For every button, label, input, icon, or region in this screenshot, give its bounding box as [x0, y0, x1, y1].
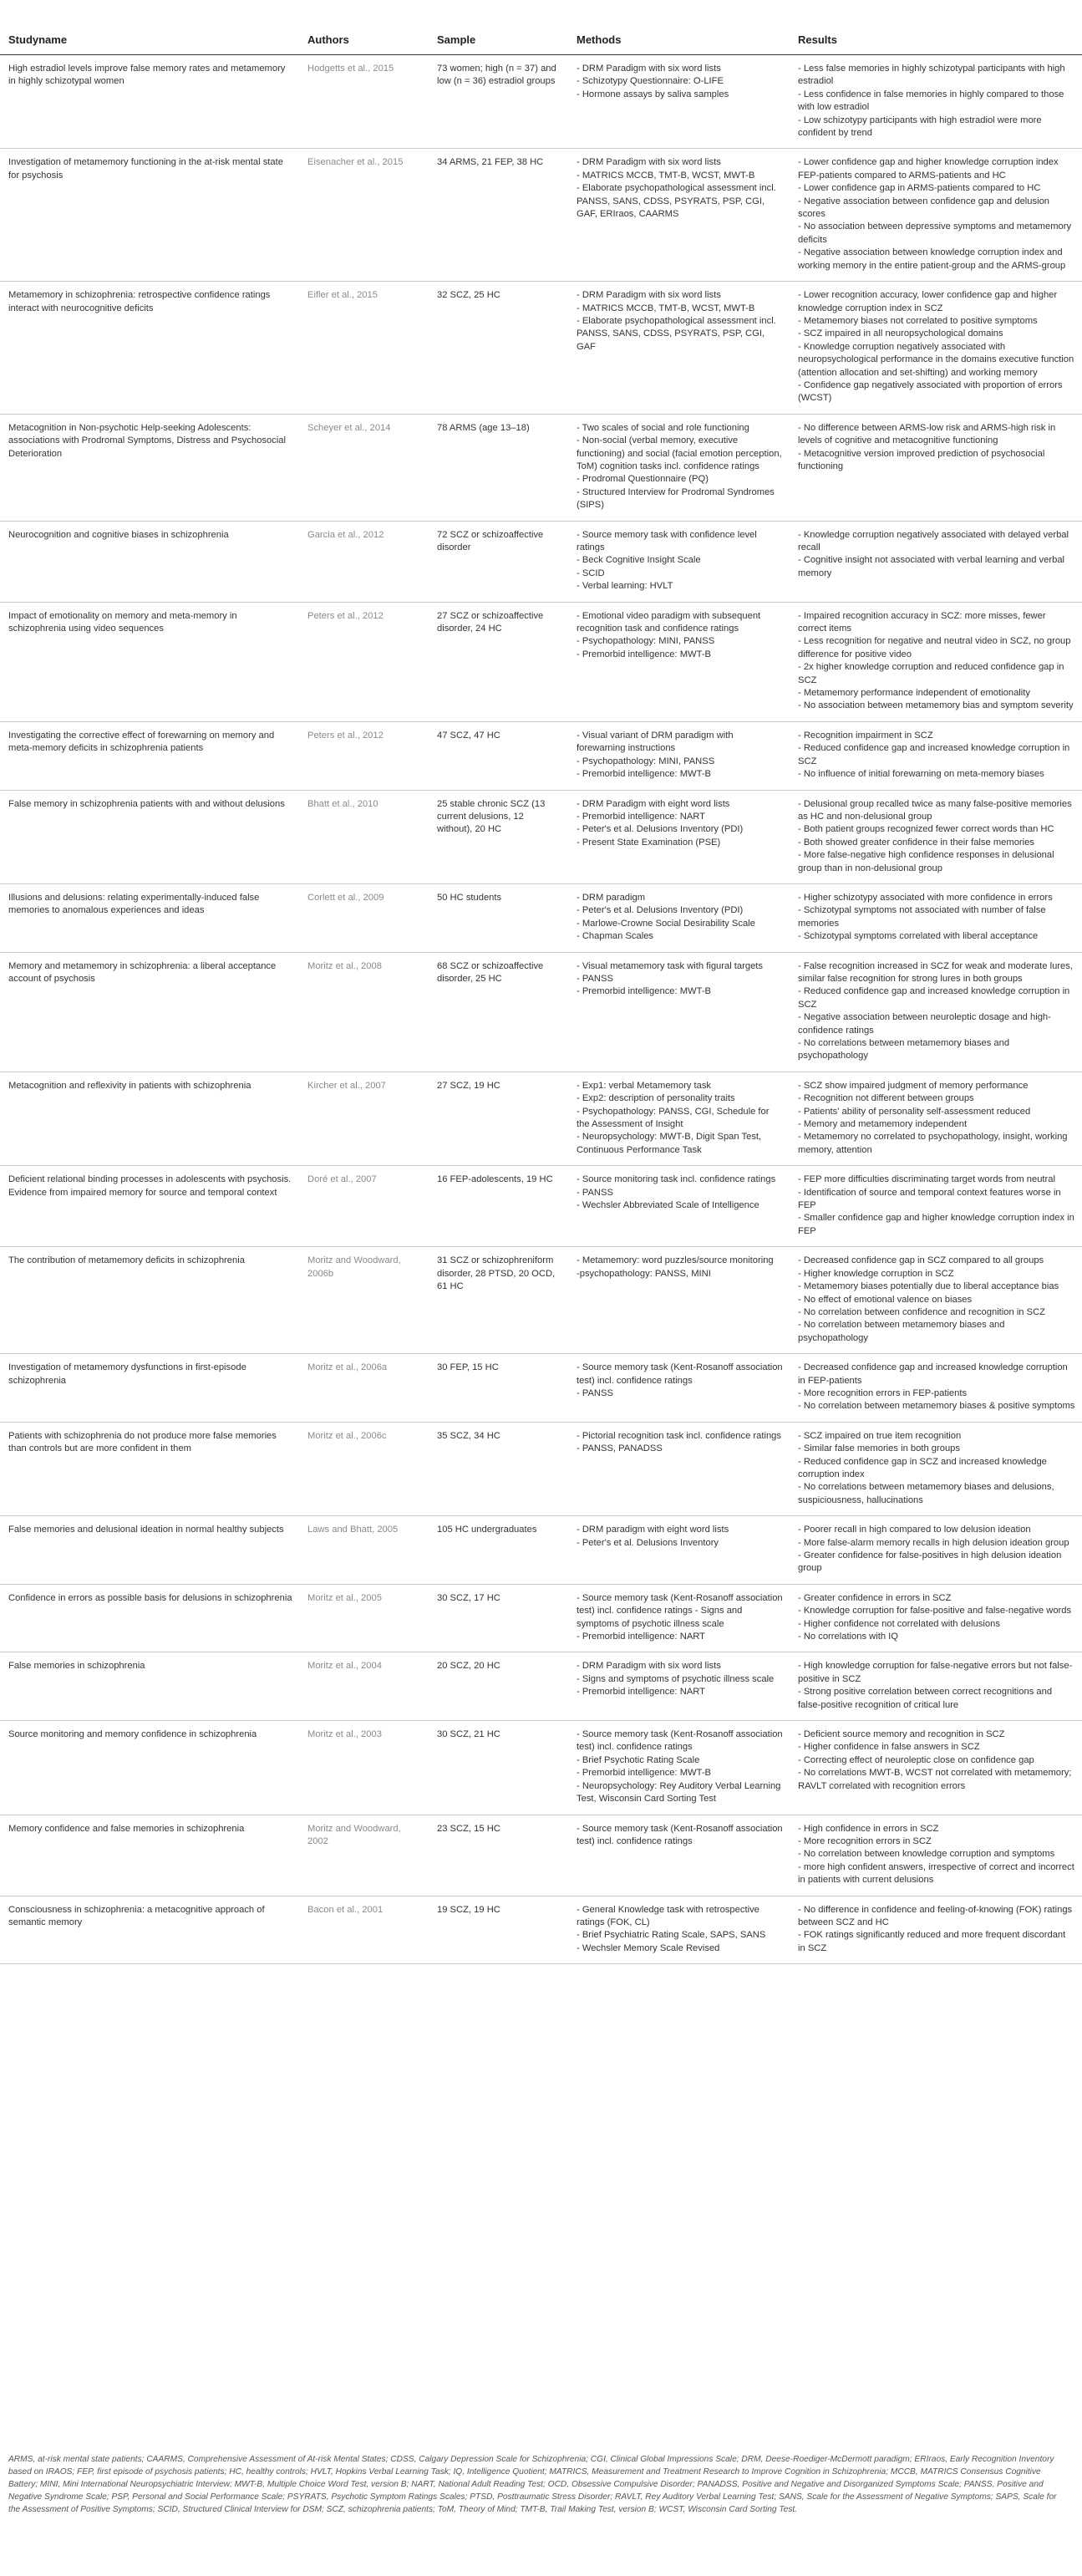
table-row — [0, 602, 1082, 721]
table-row — [0, 721, 1082, 790]
result-item: - Less confidence in false memories in highly compared to those with low estradiol — [798, 89, 1064, 113]
header-sample: Sample — [429, 27, 568, 55]
cell-studyname: Investigation of metamemory functioning in the at-risk mental state for psychosis — [0, 149, 299, 282]
cell-studyname: Neurocognition and cognitive biases in schizophrenia — [0, 521, 299, 602]
cell-methods — [568, 1072, 790, 1165]
method-item: -psychopathology: PANSS, MINI — [577, 1268, 711, 1279]
method-item: - Brief Psychotic Rating Scale — [577, 1754, 700, 1765]
table-row — [0, 1072, 1082, 1165]
method-item: - Prodromal Questionnaire (PQ) — [577, 474, 709, 485]
cell-sample: 105 HC undergraduates — [429, 1516, 568, 1585]
method-item: - Source monitoring task incl. confidence ratings — [577, 1174, 776, 1185]
method-item: - Chapman Scales — [577, 931, 654, 942]
result-item: - High confidence in errors in SCZ — [798, 1823, 939, 1834]
method-item: - Premorbid intelligence: MWT-B — [577, 649, 712, 659]
method-item: - Schizotypy Questionnaire: O-LIFE — [577, 76, 724, 87]
cell-sample: 32 SCZ, 25 HC — [429, 282, 568, 415]
result-item: - Reduced confidence gap and increased knowledge corruption in SCZ — [798, 986, 1070, 1010]
cell-authors: Kircher et al., 2007 — [299, 1072, 429, 1165]
method-item: - Signs and symptoms of psychotic illness scale — [577, 1673, 775, 1684]
result-item: - No correlations between metamemory biases and psychopathology — [798, 1038, 1010, 1061]
result-item: - No effect of emotional valence on biases — [798, 1294, 973, 1305]
result-item: - Impaired recognition accuracy in SCZ: more misses, fewer correct items — [798, 610, 1046, 634]
cell-methods — [568, 602, 790, 721]
result-item: - More recognition errors in FEP-patients — [798, 1387, 968, 1398]
cell-studyname: False memories and delusional ideation in normal healthy subjects — [0, 1516, 299, 1585]
method-item: - Peter's et al. Delusions Inventory — [577, 1537, 719, 1548]
cell-methods — [568, 414, 790, 521]
cell-studyname: Metacognition and reflexivity in patients with schizophrenia — [0, 1072, 299, 1165]
cell-studyname: High estradiol levels improve false memory rates and metamemory in highly schizotypal women — [0, 55, 299, 149]
cell-authors: Eisenacher et al., 2015 — [299, 149, 429, 282]
cell-results — [790, 1896, 1082, 1964]
method-item: - Premorbid intelligence: MWT-B — [577, 986, 712, 997]
method-item: - Peter's et al. Delusions Inventory (PDI) — [577, 905, 744, 916]
table-row — [0, 1354, 1082, 1423]
result-item: - Metamemory performance independent of emotionality — [798, 688, 1030, 699]
method-item: - Psychopathology: PANSS, CGI, Schedule for the Assessment of Insight — [577, 1106, 770, 1130]
cell-studyname: Memory confidence and false memories in schizophrenia — [0, 1815, 299, 1896]
table-row — [0, 1166, 1082, 1247]
method-item: - MATRICS MCCB, TMT-B, WCST, MWT-B — [577, 170, 755, 181]
table-row — [0, 790, 1082, 883]
method-item: - Premorbid intelligence: MWT-B — [577, 1768, 712, 1779]
table-row — [0, 55, 1082, 149]
method-item: - PANSS — [577, 1387, 613, 1398]
cell-studyname: Investigation of metamemory dysfunctions in first-episode schizophrenia — [0, 1354, 299, 1423]
cell-sample: 16 FEP-adolescents, 19 HC — [429, 1166, 568, 1247]
table-row — [0, 952, 1082, 1072]
cell-studyname: Impact of emotionality on memory and meta-memory in schizophrenia using video sequences — [0, 602, 299, 721]
method-item: - Source memory task (Kent-Rosanoff association test) incl. confidence ratings — [577, 1729, 783, 1753]
method-item: - Premorbid intelligence: MWT-B — [577, 769, 712, 780]
method-item: - Visual variant of DRM paradigm with forewarning instructions — [577, 730, 734, 754]
cell-authors: Moritz et al., 2006c — [299, 1422, 429, 1515]
method-item: - Neuropsychology: MWT-B, Digit Span Test, Continuous Performance Task — [577, 1132, 762, 1155]
result-item: - Reduced confidence gap in SCZ and increased knowledge corruption index — [798, 1456, 1047, 1479]
cell-studyname: False memories in schizophrenia — [0, 1652, 299, 1721]
cell-sample: 30 FEP, 15 HC — [429, 1354, 568, 1423]
result-item: - No difference between ARMS-low risk and ARMS-high risk in levels of cognitive and metacognitive functioning — [798, 422, 1056, 446]
cell-methods — [568, 1584, 790, 1652]
method-item: - Structured Interview for Prodromal Syndromes (SIPS) — [577, 486, 775, 511]
cell-results — [790, 1584, 1082, 1652]
result-item: - Both patient groups recognized fewer correct words than HC — [798, 824, 1054, 835]
result-item: - Similar false memories in both groups — [798, 1443, 960, 1454]
result-item: - No influence of initial forewarning on meta-memory biases — [798, 769, 1044, 780]
result-item: - Less recognition for negative and neutral video in SCZ, no group difference for positive video — [798, 636, 1071, 659]
cell-sample: 50 HC students — [429, 883, 568, 952]
method-item: - Wechsler Abbreviated Scale of Intelligence — [577, 1200, 759, 1211]
cell-authors: Moritz and Woodward, 2006b — [299, 1247, 429, 1354]
cell-methods — [568, 282, 790, 415]
cell-studyname: Metacognition in Non-psychotic Help-seeking Adolescents: associations with Prodromal Symptoms, Distress and Psychosocial Deterioration — [0, 414, 299, 521]
method-item: - DRM Paradigm with six word lists — [577, 157, 721, 168]
cell-studyname: The contribution of metamemory deficits in schizophrenia — [0, 1247, 299, 1354]
cell-methods — [568, 721, 790, 790]
table-row — [0, 1247, 1082, 1354]
cell-methods — [568, 1166, 790, 1247]
result-item: - No correlation between metamemory biases and psychopathology — [798, 1320, 1005, 1343]
cell-methods — [568, 1422, 790, 1515]
method-item: - Emotional video paradigm with subsequent recognition task and confidence ratings — [577, 610, 761, 634]
result-item: - False recognition increased in SCZ for weak and moderate lures, similar false recognition for strong lures in both groups — [798, 960, 1073, 984]
cell-results — [790, 1652, 1082, 1721]
result-item: - Negative association between confidence gap and delusion scores — [798, 196, 1050, 220]
result-item: - Cognitive insight not associated with verbal learning and verbal memory — [798, 555, 1065, 578]
result-item: - Recognition not different between groups — [798, 1093, 974, 1104]
cell-results — [790, 1354, 1082, 1423]
cell-sample: 72 SCZ or schizoaffective disorder — [429, 521, 568, 602]
cell-results — [790, 414, 1082, 521]
table-row — [0, 1896, 1082, 1964]
cell-methods — [568, 1354, 790, 1423]
result-item: - No correlations between metamemory biases and delusions, suspiciousness, hallucinations — [798, 1482, 1054, 1505]
table-body — [0, 55, 1082, 1964]
result-item: - High knowledge corruption for false-negative errors but not false-positive in SCZ — [798, 1661, 1073, 1684]
method-item: - Brief Psychiatric Rating Scale, SAPS, SANS — [577, 1930, 766, 1941]
cell-results — [790, 952, 1082, 1072]
cell-results — [790, 1422, 1082, 1515]
method-item: - Elaborate psychopathological assessment incl. PANSS, SANS, CDSS, PSYRATS, PSP, CGI, GAF — [577, 315, 776, 352]
cell-studyname: Investigating the corrective effect of forewarning on memory and meta-memory deficits in schizophrenia patients — [0, 721, 299, 790]
method-item: - DRM Paradigm with eight word lists — [577, 798, 730, 809]
cell-authors: Peters et al., 2012 — [299, 721, 429, 790]
method-item: - Premorbid intelligence: NART — [577, 1687, 705, 1698]
cell-methods — [568, 521, 790, 602]
result-item: - Patients' ability of personality self-assessment reduced — [798, 1106, 1031, 1117]
result-item: - FEP more difficulties discriminating target words from neutral — [798, 1174, 1055, 1185]
result-item: - No correlations with IQ — [798, 1632, 898, 1642]
cell-studyname: Deficient relational binding processes in adolescents with psychosis. Evidence from impaired memory for source and temporal context — [0, 1166, 299, 1247]
method-item: - Peter's et al. Delusions Inventory (PDI) — [577, 824, 744, 835]
cell-sample: 30 SCZ, 21 HC — [429, 1721, 568, 1815]
cell-studyname: Patients with schizophrenia do not produce more false memories than controls but are more confident in them — [0, 1422, 299, 1515]
cell-methods — [568, 1516, 790, 1585]
result-item: - Decreased confidence gap and increased knowledge corruption in FEP-patients — [798, 1362, 1068, 1386]
result-item: - Greater confidence in errors in SCZ — [798, 1592, 952, 1603]
result-item: - Delusional group recalled twice as many false-positive memories as HC and non-delusional group — [798, 798, 1072, 822]
result-item: - Decreased confidence gap in SCZ compared to all groups — [798, 1255, 1044, 1266]
result-item: - No correlation between confidence and recognition in SCZ — [798, 1306, 1046, 1317]
result-item: - Metacognitive version improved prediction of psychosocial functioning — [798, 448, 1045, 471]
table-row — [0, 1422, 1082, 1515]
table-row — [0, 414, 1082, 521]
cell-authors: Moritz and Woodward, 2002 — [299, 1815, 429, 1896]
table-row — [0, 883, 1082, 952]
cell-authors: Moritz et al., 2006a — [299, 1354, 429, 1423]
cell-authors: Bacon et al., 2001 — [299, 1896, 429, 1964]
result-item: - SCZ show impaired judgment of memory performance — [798, 1080, 1029, 1091]
result-item: - Knowledge corruption negatively associated with delayed verbal recall — [798, 529, 1069, 552]
method-item: - Visual metamemory task with figural targets — [577, 960, 764, 971]
result-item: - more high confident answers, irrespective of correct and incorrect in patients with current delusions — [798, 1861, 1074, 1886]
result-item: - Reduced confidence gap and increased knowledge corruption in SCZ — [798, 743, 1070, 766]
cell-authors: Eifler et al., 2015 — [299, 282, 429, 415]
cell-methods — [568, 1652, 790, 1721]
result-item: - Low schizotypy participants with high estradiol were more confident by trend — [798, 115, 1042, 139]
cell-sample: 78 ARMS (age 13–18) — [429, 414, 568, 521]
result-item: - No difference in confidence and feeling-of-knowing (FOK) ratings between SCZ and HC — [798, 1904, 1073, 1927]
cell-authors: Bhatt et al., 2010 — [299, 790, 429, 883]
cell-studyname: Consciousness in schizophrenia: a metacognitive approach of semantic memory — [0, 1896, 299, 1964]
cell-authors: Moritz et al., 2005 — [299, 1584, 429, 1652]
header-studyname: Studyname — [0, 27, 299, 55]
result-item: - Knowledge corruption for false-positive and false-negative words — [798, 1606, 1072, 1616]
cell-studyname: Source monitoring and memory confidence in schizophrenia — [0, 1721, 299, 1815]
result-item: - Less false memories in highly schizotypal participants with high estradiol — [798, 64, 1065, 87]
cell-sample: 30 SCZ, 17 HC — [429, 1584, 568, 1652]
cell-methods — [568, 790, 790, 883]
result-item: - Higher knowledge corruption in SCZ — [798, 1268, 954, 1279]
method-item: - Source memory task with confidence level ratings — [577, 529, 757, 552]
method-item: - SCID — [577, 568, 605, 578]
method-item: - Wechsler Memory Scale Revised — [577, 1942, 720, 1953]
method-item: - Source memory task (Kent-Rosanoff association test) incl. confidence ratings — [577, 1823, 783, 1846]
result-item: - Lower confidence gap in ARMS-patients compared to HC — [798, 183, 1041, 194]
method-item: - Pictorial recognition task incl. confidence ratings — [577, 1430, 781, 1441]
cell-authors: Hodgetts et al., 2015 — [299, 55, 429, 149]
result-item: - No correlation between knowledge corruption and symptoms — [798, 1849, 1055, 1860]
cell-sample: 68 SCZ or schizoaffective disorder, 25 HC — [429, 952, 568, 1072]
cell-results — [790, 883, 1082, 952]
result-item: - Recognition impairment in SCZ — [798, 730, 933, 741]
cell-results — [790, 55, 1082, 149]
result-item: - Memory and metamemory independent — [798, 1119, 968, 1130]
header-methods: Methods — [568, 27, 790, 55]
result-item: - 2x higher knowledge corruption and reduced confidence gap in SCZ — [798, 662, 1064, 685]
method-item: - PANSS — [577, 1187, 613, 1198]
cell-studyname: Confidence in errors as possible basis for delusions in schizophrenia — [0, 1584, 299, 1652]
cell-results — [790, 521, 1082, 602]
cell-results — [790, 1247, 1082, 1354]
result-item: - Schizotypal symptoms not associated with number of false memories — [798, 905, 1046, 929]
cell-studyname: Illusions and delusions: relating experimentally-induced false memories to anomalous experiences and ideas — [0, 883, 299, 952]
result-item: - Lower recognition accuracy, lower confidence gap and higher knowledge corruption index in SCZ — [798, 290, 1058, 313]
cell-sample: 25 stable chronic SCZ (13 current delusions, 12 without), 20 HC — [429, 790, 568, 883]
cell-sample: 27 SCZ or schizoaffective disorder, 24 HC — [429, 602, 568, 721]
cell-sample: 20 SCZ, 20 HC — [429, 1652, 568, 1721]
cell-studyname: False memory in schizophrenia patients with and without delusions — [0, 790, 299, 883]
cell-authors: Garcia et al., 2012 — [299, 521, 429, 602]
method-item: - DRM Paradigm with six word lists — [577, 64, 721, 74]
header-row — [0, 27, 1082, 55]
cell-methods — [568, 1896, 790, 1964]
result-item: - Higher schizotypy associated with more confidence in errors — [798, 892, 1053, 903]
result-item: - Metamemory no correlated to psychopathology, insight, working memory, attention — [798, 1132, 1068, 1155]
result-item: - SCZ impaired on true item recognition — [798, 1430, 962, 1441]
method-item: - DRM paradigm with eight word lists — [577, 1525, 729, 1535]
method-item: - Non-social (verbal memory, executive functioning) and social (facial emotion perception, ToM) cognition tasks incl. confidence ratings — [577, 435, 782, 471]
table-header — [0, 27, 1082, 55]
cell-authors: Scheyer et al., 2014 — [299, 414, 429, 521]
table-row — [0, 149, 1082, 282]
table-row — [0, 1652, 1082, 1721]
cell-authors: Doré et al., 2007 — [299, 1166, 429, 1247]
result-item: - Both showed greater confidence in their false memories — [798, 837, 1034, 848]
cell-methods — [568, 149, 790, 282]
studies-table — [0, 27, 1082, 1964]
method-item: - Psychopathology: MINI, PANSS — [577, 756, 715, 766]
method-item: - Verbal learning: HVLT — [577, 581, 673, 592]
result-item: - Negative association between knowledge corruption index and working memory in the entire patient-group and the ARMS-group — [798, 247, 1066, 271]
method-item: - DRM Paradigm with six word lists — [577, 1661, 721, 1672]
table-row — [0, 1584, 1082, 1652]
cell-sample: 35 SCZ, 34 HC — [429, 1422, 568, 1515]
method-item: - General Knowledge task with retrospective ratings (FOK, CL) — [577, 1904, 759, 1927]
method-item: - Two scales of social and role functioning — [577, 422, 749, 433]
cell-sample: 23 SCZ, 15 HC — [429, 1815, 568, 1896]
result-item: - Smaller confidence gap and higher knowledge corruption index in FEP — [798, 1213, 1074, 1236]
cell-sample: 73 women; high (n = 37) and low (n = 36) estradiol groups — [429, 55, 568, 149]
method-item: - Beck Cognitive Insight Scale — [577, 555, 701, 566]
table-row — [0, 521, 1082, 602]
cell-authors: Moritz et al., 2008 — [299, 952, 429, 1072]
cell-methods — [568, 1815, 790, 1896]
cell-results — [790, 282, 1082, 415]
result-item: - More recognition errors in SCZ — [798, 1835, 932, 1846]
result-item: - Greater confidence for false-positives in high delusion ideation group — [798, 1550, 1062, 1574]
cell-methods — [568, 883, 790, 952]
result-item: - Identification of source and temporal context features worse in FEP — [798, 1187, 1061, 1211]
cell-results — [790, 149, 1082, 282]
result-item: - Poorer recall in high compared to low delusion ideation — [798, 1525, 1031, 1535]
table-row — [0, 282, 1082, 415]
result-item: - Metamemory biases not correlated to positive symptoms — [798, 315, 1038, 326]
method-item: - MATRICS MCCB, TMT-B, WCST, MWT-B — [577, 303, 755, 313]
cell-sample: 19 SCZ, 19 HC — [429, 1896, 568, 1964]
cell-methods — [568, 1247, 790, 1354]
method-item: - Source memory task (Kent-Rosanoff association test) incl. confidence ratings — [577, 1362, 783, 1386]
cell-results — [790, 1516, 1082, 1585]
result-item: - Metamemory biases potentially due to liberal acceptance bias — [798, 1281, 1059, 1292]
cell-sample: 27 SCZ, 19 HC — [429, 1072, 568, 1165]
cell-results — [790, 1166, 1082, 1247]
method-item: - Exp1: verbal Metamemory task — [577, 1080, 712, 1091]
method-item: - Psychopathology: MINI, PANSS — [577, 636, 715, 647]
method-item: - Present State Examination (PSE) — [577, 837, 721, 848]
cell-results — [790, 790, 1082, 883]
method-item: - Hormone assays by saliva samples — [577, 89, 729, 99]
cell-authors: Moritz et al., 2003 — [299, 1721, 429, 1815]
result-item: - No correlation between metamemory biases & positive symptoms — [798, 1401, 1075, 1412]
method-item: - Marlowe-Crowne Social Desirability Scale — [577, 918, 755, 929]
result-item: - Negative association between neuroleptic dosage and high-confidence ratings — [798, 1012, 1051, 1036]
header-authors: Authors — [299, 27, 429, 55]
cell-results — [790, 1072, 1082, 1165]
cell-studyname: Metamemory in schizophrenia: retrospective confidence ratings interact with neurocognitive deficits — [0, 282, 299, 415]
cell-methods — [568, 1721, 790, 1815]
result-item: - Correcting effect of neuroleptic close on confidence gap — [798, 1754, 1034, 1765]
cell-results — [790, 602, 1082, 721]
method-item: - Premorbid intelligence: NART — [577, 1632, 705, 1642]
result-item: - Higher confidence in false answers in SCZ — [798, 1742, 980, 1753]
header-results: Results — [790, 27, 1082, 55]
cell-authors: Moritz et al., 2004 — [299, 1652, 429, 1721]
result-item: - No correlations MWT-B, WCST not correlated with metamemory; RAVLT correlated with recognition errors — [798, 1768, 1072, 1791]
result-item: - Deficient source memory and recognition in SCZ — [798, 1729, 1005, 1740]
result-item: - Knowledge corruption negatively associated with neuropsychological performance in the domains executive function (attention allocation and set-shifting) and working memory — [798, 341, 1074, 378]
cell-authors: Laws and Bhatt, 2005 — [299, 1516, 429, 1585]
method-item: - PANSS, PANADSS — [577, 1443, 663, 1454]
table-row — [0, 1815, 1082, 1896]
result-item: - More false-alarm memory recalls in high delusion ideation group — [798, 1537, 1069, 1548]
method-item: - Neuropsychology: Rey Auditory Verbal Learning Test, Wisconsin Card Sorting Test — [577, 1780, 781, 1805]
cell-authors: Corlett et al., 2009 — [299, 883, 429, 952]
cell-results — [790, 721, 1082, 790]
cell-sample: 31 SCZ or schizophreniform disorder, 28 PTSD, 20 OCD, 61 HC — [429, 1247, 568, 1354]
method-item: - PANSS — [577, 973, 613, 984]
result-item: - Lower confidence gap and higher knowledge corruption index FEP-patients compared to ARMS-patients and HC — [798, 157, 1059, 181]
cell-sample: 47 SCZ, 47 HC — [429, 721, 568, 790]
method-item: - DRM paradigm — [577, 892, 646, 903]
result-item: - No association between depressive symptoms and metamemory deficits — [798, 221, 1072, 245]
method-item: - Premorbid intelligence: NART — [577, 811, 705, 822]
table-row — [0, 1721, 1082, 1815]
cell-sample: 34 ARMS, 21 FEP, 38 HC — [429, 149, 568, 282]
cell-methods — [568, 952, 790, 1072]
result-item: - No association between metamemory bias and symptom severity — [798, 700, 1074, 711]
cell-authors: Peters et al., 2012 — [299, 602, 429, 721]
cell-methods — [568, 55, 790, 149]
result-item: - Confidence gap negatively associated with proportion of errors (WCST) — [798, 379, 1063, 404]
cell-results — [790, 1721, 1082, 1815]
method-item: - Metamemory: word puzzles/source monitoring — [577, 1255, 774, 1266]
cell-results — [790, 1815, 1082, 1896]
result-item: - SCZ impaired in all neuropsychological domains — [798, 328, 1003, 339]
method-item: - DRM Paradigm with six word lists — [577, 290, 721, 301]
result-item: - FOK ratings significantly reduced and more frequent discordant in SCZ — [798, 1930, 1066, 1953]
table-footnote: ARMS, at-risk mental state patients; CAARMS, Comprehensive Assessment of At-risk Mental States; CDSS, Calgary Depression Scale for Schizophrenia; CGI, Clinical Global Impressions Scale; DRM, Deese-Roediger-McDermott paradigm; ERIraos, Early Recognition Inventory based on IRAOS; FEP, first episode of psychosis patients; HC, healthy controls; HVLT, Hopkins Verbal Learning Task; IQ, Intelligence Quotient; MATRICS, Measurement and Treatment Research to Improve Cognition in Schizophrenia; MCCB, MATRICS Consensus Cognitive Battery; MINI, Mini International Neuropsychiatric Interview; MWT-B, Multiple Choice Word Test, version B; NART, National Adult Reading Test; OCD, Obsessive Compulsive Disorder; PANADSS, Positive and Negative and Disorganized Symptoms Scale; PANSS, Positive and Negative Syndrome Scale; PSP, Personal and Social Performance Scale; PSYRATS, Psychotic Symptom Ratings Scales; PTSD, Posttraumatic Stress Disorder; RAVLT, Rey Auditory Verbal Learning Test; SANS, Scale for the Assessment of Negative Symptoms; SAPS, Scale for the Assessment of Positive Symptoms; SCID, Structured Clinical Interview for DSM; SCZ, schizophrenia patients; ToM, Theory of Mind; TMT-B, Trail Making Test, version B; WCST, Wisconsin Card Sorting Test. — [8, 2455, 1057, 2514]
result-item: - More false-negative high confidence responses in delusional group than in non-delusional group — [798, 850, 1054, 873]
cell-studyname: Memory and metamemory in schizophrenia: a liberal acceptance account of psychosis — [0, 952, 299, 1072]
result-item: - Higher confidence not correlated with delusions — [798, 1618, 1000, 1629]
method-item: - Exp2: description of personality traits — [577, 1093, 735, 1104]
table-row — [0, 1516, 1082, 1585]
method-item: - Source memory task (Kent-Rosanoff association test) incl. confidence ratings - Signs and symptoms of psychotic illness scale — [577, 1592, 783, 1629]
result-item: - Strong positive correlation between correct recognitions and false-positive recognition of critical lure — [798, 1687, 1053, 1710]
method-item: - Elaborate psychopathological assessment incl. PANSS, SANS, CDSS, PSYRATS, PSP, CGI, GAF, ERIraos, CAARMS — [577, 183, 776, 220]
result-item: - Schizotypal symptoms correlated with liberal acceptance — [798, 931, 1039, 942]
